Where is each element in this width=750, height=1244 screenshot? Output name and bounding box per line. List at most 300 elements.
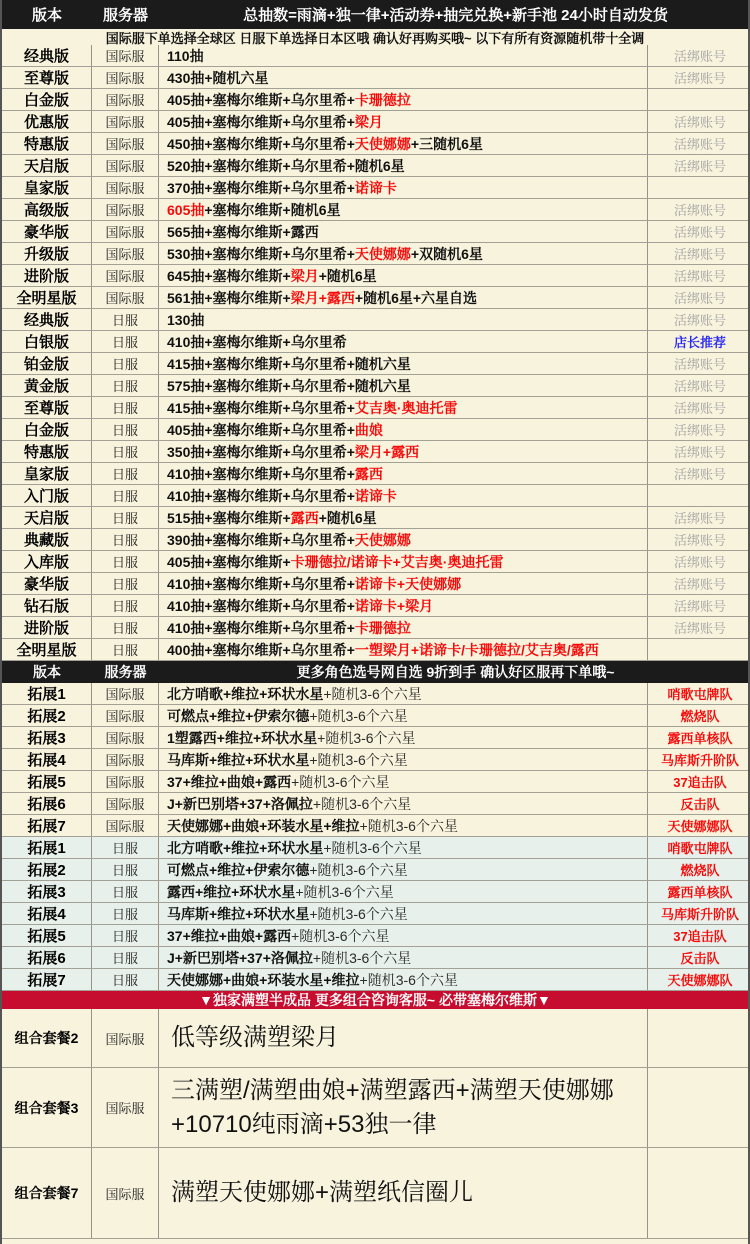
server-cell: 国际服	[92, 1068, 159, 1147]
table-row	[2, 419, 748, 441]
combo-content-cell: 三满塑/满塑曲娘+满塑露西+满塑天使娜娜+10710纯雨滴+53独一律	[159, 1068, 648, 1147]
content-cell	[159, 925, 648, 946]
version-cell: 特惠版	[2, 441, 92, 462]
content-cell	[159, 353, 648, 374]
content-text: 415抽+塞梅尔维斯+乌尔里希+随机六星	[167, 355, 411, 372]
tag-cell: 活绑账号	[673, 511, 726, 526]
content-text: +随机3-6个六星	[291, 927, 390, 944]
content-text: 520抽+塞梅尔维斯+乌尔里希+随机6星	[167, 157, 405, 174]
tag-cell: 反击队	[680, 797, 720, 812]
content-text: 37+维拉+曲娘+露西	[167, 773, 292, 790]
version-cell: 拓展4	[2, 749, 92, 770]
version-cell: 至尊版	[2, 397, 92, 418]
content-text: +三随机6星	[410, 135, 483, 152]
highlight-text: 天使娜娜	[354, 245, 411, 262]
content-text: 马库斯+维拉+环状水星	[167, 751, 310, 768]
tag-cell: 活绑账号	[673, 577, 726, 592]
content-text: J+新巴别塔+37+洛佩拉	[167, 949, 313, 966]
tag-cell: 活绑账号	[673, 291, 726, 306]
combo-label-cell: 组合套餐2	[2, 1009, 92, 1067]
version-cell: 白金版	[2, 419, 92, 440]
table-row	[2, 331, 748, 353]
version-cell: 进阶版	[2, 617, 92, 638]
tag-cell	[648, 89, 750, 110]
content-text: 405抽+塞梅尔维斯+	[167, 553, 291, 570]
version-cell: 白金版	[2, 89, 92, 110]
content-text: 515抽+塞梅尔维斯+	[167, 509, 291, 526]
content-cell	[159, 419, 648, 440]
content-text: 405抽+塞梅尔维斯+乌尔里希+	[167, 91, 355, 108]
server-cell: 日服	[92, 639, 159, 660]
table-row	[2, 243, 748, 265]
table-row	[2, 441, 748, 463]
tag-cell: 露西单核队	[667, 731, 733, 746]
tag-cell: 活绑账号	[673, 599, 726, 614]
highlight-text: 诺谛卡+天使娜娜	[354, 575, 462, 592]
server-cell: 日服	[92, 353, 159, 374]
promo-banner: ▼独家满塑半成品 更多组合咨询客服~ 必带塞梅尔维斯▼	[2, 991, 748, 1009]
tag-cell: 活绑账号	[673, 269, 726, 284]
table-row	[2, 617, 748, 639]
content-cell	[159, 199, 648, 220]
header-server-label: 服务器	[102, 7, 148, 24]
combo-table	[2, 1009, 748, 1239]
version-cell: 经典版	[2, 45, 92, 66]
content-cell	[159, 595, 648, 616]
combo-row	[2, 1009, 748, 1068]
content-text: +双随机6星	[410, 245, 483, 262]
server-cell: 国际服	[92, 45, 159, 66]
server-cell: 国际服	[92, 727, 159, 748]
highlight-text: 诺谛卡	[354, 179, 397, 196]
tag-cell: 反击队	[680, 951, 720, 966]
server-cell: 国际服	[92, 67, 159, 88]
content-text: 露西+维拉+环状水星	[167, 883, 296, 900]
content-text: 可燃点+维拉+伊索尔德	[167, 707, 310, 724]
highlight-text: 天使娜娜	[354, 531, 411, 548]
tag-cell: 活绑账号	[673, 423, 726, 438]
content-text: +随机6星	[318, 267, 377, 284]
content-cell	[159, 903, 648, 924]
server-cell: 国际服	[92, 111, 159, 132]
combo-label-cell: 组合套餐3	[2, 1068, 92, 1147]
tag-cell: 活绑账号	[673, 467, 726, 482]
server-cell: 日服	[92, 859, 159, 880]
content-cell	[159, 639, 648, 660]
version-cell: 特惠版	[2, 133, 92, 154]
version-cell: 典藏版	[2, 529, 92, 550]
content-text: +随机3-6个六星	[291, 773, 390, 790]
content-text: 400抽+塞梅尔维斯+乌尔里希+	[167, 641, 355, 658]
table-row	[2, 463, 748, 485]
server-cell: 国际服	[92, 771, 159, 792]
table-row	[2, 595, 748, 617]
content-text: 1塑露西+维拉+环状水星	[167, 729, 318, 746]
server-cell: 国际服	[92, 89, 159, 110]
content-cell	[159, 45, 648, 66]
tag-cell: 37追击队	[673, 929, 727, 944]
tag-cell: 活绑账号	[673, 115, 726, 130]
combo-content-cell: 满塑天使娜娜+满塑纸信圈儿	[159, 1148, 648, 1238]
content-text: 110抽	[167, 47, 204, 64]
table-row	[2, 837, 748, 859]
version-cell: 拓展5	[2, 925, 92, 946]
tag-cell: 活绑账号	[673, 137, 726, 152]
empty-cell	[648, 1009, 750, 1067]
header-version-label: 版本	[31, 7, 62, 24]
highlight-text: 一塑梁月+诺谛卡/卡珊德拉/艾吉奥/露西	[354, 641, 599, 658]
server-cell: 日服	[92, 881, 159, 902]
version-cell: 拓展6	[2, 947, 92, 968]
content-text: 565抽+塞梅尔维斯+露西	[167, 223, 319, 240]
highlight-text: 梁月+露西	[290, 289, 355, 306]
tag-cell: 活绑账号	[673, 357, 726, 372]
table-row	[2, 969, 748, 991]
content-text: 37+维拉+曲娘+露西	[167, 927, 292, 944]
server-cell: 国际服	[92, 683, 159, 704]
content-text: J+新巴别塔+37+洛佩拉	[167, 795, 313, 812]
version-cell: 拓展7	[2, 815, 92, 836]
content-text: 405抽+塞梅尔维斯+乌尔里希+	[167, 421, 355, 438]
server-cell: 国际服	[92, 1148, 159, 1238]
server-cell: 日服	[92, 485, 159, 506]
table-row	[2, 683, 748, 705]
table-row	[2, 221, 748, 243]
table-row	[2, 397, 748, 419]
server-cell: 日服	[92, 331, 159, 352]
version-cell: 拓展5	[2, 771, 92, 792]
tag-cell: 活绑账号	[673, 313, 726, 328]
content-cell	[159, 727, 648, 748]
tag-cell: 燃烧队	[680, 709, 720, 724]
content-text: 130抽	[167, 311, 205, 328]
version-cell: 豪华版	[2, 573, 92, 594]
tag-cell: 露西单核队	[667, 885, 733, 900]
server-cell: 国际服	[92, 265, 159, 286]
empty-cell	[648, 1148, 750, 1238]
content-cell	[159, 485, 648, 506]
content-text: +随机3-6个六星	[309, 751, 408, 768]
version-cell: 拓展6	[2, 793, 92, 814]
version-cell: 铂金版	[2, 353, 92, 374]
tag-cell: 活绑账号	[673, 203, 726, 218]
table-row	[2, 155, 748, 177]
table-row	[2, 793, 748, 815]
tag-cell: 活绑账号	[673, 445, 726, 460]
content-cell	[159, 441, 648, 462]
version-cell: 拓展1	[2, 837, 92, 858]
table-row	[2, 749, 748, 771]
content-cell	[159, 309, 648, 330]
table-row	[2, 111, 748, 133]
content-text: +随机3-6个六星	[312, 795, 412, 812]
table-row	[2, 309, 748, 331]
tag-cell	[648, 639, 750, 660]
tag-cell: 活绑账号	[673, 247, 726, 262]
content-text: 450抽+塞梅尔维斯+乌尔里希+	[167, 135, 355, 152]
content-text: 405抽+塞梅尔维斯+乌尔里希+	[167, 113, 355, 130]
content-cell	[159, 969, 648, 990]
tag-cell: 活绑账号	[673, 225, 726, 240]
highlight-text: 梁月	[290, 267, 319, 284]
tag-cell: 马库斯升阶队	[660, 907, 739, 922]
tag-cell: 活绑账号	[673, 621, 726, 636]
table-row	[2, 815, 748, 837]
empty-cell	[648, 1068, 750, 1147]
version-cell: 拓展3	[2, 727, 92, 748]
server-cell: 日服	[92, 969, 159, 990]
highlight-text: 艾吉奥·奥迪托雷	[354, 399, 458, 416]
tag-cell: 活绑账号	[673, 401, 726, 416]
highlight-text: 卡珊德拉	[354, 619, 411, 636]
tag-cell	[648, 177, 750, 198]
table-row	[2, 881, 748, 903]
table-row	[2, 903, 748, 925]
version-cell: 拓展7	[2, 969, 92, 990]
content-cell	[159, 573, 648, 594]
content-cell	[159, 177, 648, 198]
version-cell: 至尊版	[2, 67, 92, 88]
content-text: 530抽+塞梅尔维斯+乌尔里希+	[167, 245, 355, 262]
version-cell: 进阶版	[2, 265, 92, 286]
content-cell	[159, 881, 648, 902]
content-text: 390抽+塞梅尔维斯+乌尔里希+	[167, 531, 355, 548]
highlight-text: 诺谛卡	[354, 487, 397, 504]
content-text: 410抽+塞梅尔维斯+乌尔里希+	[167, 575, 355, 592]
version-cell: 优惠版	[2, 111, 92, 132]
tag-cell: 天使娜娜队	[667, 973, 733, 988]
server-cell: 国际服	[92, 221, 159, 242]
content-text: 天使娜娜+曲娘+环装水星+维拉	[167, 817, 360, 834]
content-text: 430抽+随机六星	[167, 69, 269, 86]
server-cell: 国际服	[92, 177, 159, 198]
header-version-label: 版本	[33, 664, 61, 680]
content-text: +随机3-6个六星	[323, 839, 422, 856]
server-cell: 日服	[92, 441, 159, 462]
version-cell: 钻石版	[2, 595, 92, 616]
version-cell: 白银版	[2, 331, 92, 352]
server-cell: 日服	[92, 375, 159, 396]
tag-cell: 哨歌屯牌队	[667, 687, 733, 702]
content-cell	[159, 507, 648, 528]
tag-cell: 哨歌屯牌队	[667, 841, 733, 856]
content-text: 575抽+塞梅尔维斯+乌尔里希+随机六星	[167, 377, 411, 394]
server-cell: 日服	[92, 529, 159, 550]
content-text: 370抽+塞梅尔维斯+乌尔里希+	[167, 179, 355, 196]
server-cell: 日服	[92, 551, 159, 572]
content-cell	[159, 749, 648, 770]
version-cell: 高级版	[2, 199, 92, 220]
server-cell: 日服	[92, 595, 159, 616]
server-cell: 国际服	[92, 705, 159, 726]
version-cell: 拓展1	[2, 683, 92, 704]
server-cell: 国际服	[92, 287, 159, 308]
version-cell: 经典版	[2, 309, 92, 330]
content-text: 天使娜娜+曲娘+环装水星+维拉	[167, 971, 360, 988]
table-row	[2, 529, 748, 551]
server-cell: 日服	[92, 463, 159, 484]
content-cell	[159, 155, 648, 176]
content-cell	[159, 705, 648, 726]
content-text: +随机3-6个六星	[312, 949, 412, 966]
content-text: 北方哨歌+维拉+环状水星	[167, 839, 324, 856]
server-cell: 日服	[92, 925, 159, 946]
content-text: 可燃点+维拉+伊索尔德	[167, 861, 310, 878]
content-cell	[159, 617, 648, 638]
content-cell	[159, 331, 648, 352]
content-text: +随机3-6个六星	[309, 861, 408, 878]
server-cell: 国际服	[92, 793, 159, 814]
content-text: +随机3-6个六星	[295, 883, 394, 900]
combo-row	[2, 1148, 748, 1239]
highlight-text: 梁月	[354, 113, 383, 130]
table-row	[2, 375, 748, 397]
content-text: +随机3-6个六星	[323, 685, 422, 702]
highlight-text: 梁月+露西	[354, 443, 420, 460]
tag-cell: 活绑账号	[673, 71, 726, 86]
tag-cell: 天使娜娜队	[667, 819, 733, 834]
content-cell	[159, 815, 648, 836]
table-row	[2, 265, 748, 287]
table-row	[2, 45, 748, 67]
content-cell	[159, 947, 648, 968]
content-cell	[159, 265, 648, 286]
content-text: 410抽+塞梅尔维斯+乌尔里希+	[167, 465, 355, 482]
combo-content-cell: 低等级满塑梁月	[159, 1009, 648, 1067]
version-cell: 全明星版	[2, 639, 92, 660]
server-cell: 日服	[92, 617, 159, 638]
content-text: 410抽+塞梅尔维斯+乌尔里希+	[167, 597, 355, 614]
content-text: 645抽+塞梅尔维斯+	[167, 267, 291, 284]
content-cell	[159, 243, 648, 264]
tag-cell: 活绑账号	[673, 49, 726, 64]
content-text: 350抽+塞梅尔维斯+乌尔里希+	[167, 443, 355, 460]
highlight-text: 露西	[290, 509, 319, 526]
content-cell	[159, 221, 648, 242]
table-row	[2, 639, 748, 661]
table-row	[2, 551, 748, 573]
table-row	[2, 199, 748, 221]
highlight-text: 卡珊德拉	[354, 91, 411, 108]
header-main-title: 总抽数=雨滴+独一律+活动券+抽完兑换+新手池 24小时自动发货	[243, 7, 668, 24]
content-text: 410抽+塞梅尔维斯+乌尔里希+	[167, 619, 355, 636]
table-row	[2, 859, 748, 881]
tag-cell: 活绑账号	[673, 533, 726, 548]
table-row	[2, 771, 748, 793]
content-text: +塞梅尔维斯+随机6星	[204, 201, 341, 218]
content-cell	[159, 111, 648, 132]
highlight-text: 天使娜娜	[354, 135, 411, 152]
table-row	[2, 485, 748, 507]
table-row	[2, 947, 748, 969]
server-cell: 日服	[92, 947, 159, 968]
server-cell: 国际服	[92, 1009, 159, 1067]
table-row	[2, 89, 748, 111]
table-header-top	[2, 0, 748, 29]
content-cell	[159, 837, 648, 858]
version-cell: 升级版	[2, 243, 92, 264]
content-cell	[159, 463, 648, 484]
tag-cell: 活绑账号	[673, 555, 726, 570]
highlight-text: 曲娘	[354, 421, 383, 438]
content-cell	[159, 793, 648, 814]
content-text: +随机3-6个六星	[359, 817, 458, 834]
table-row	[2, 287, 748, 309]
content-cell	[159, 397, 648, 418]
version-cell: 拓展3	[2, 881, 92, 902]
content-text: 马库斯+维拉+环状水星	[167, 905, 310, 922]
content-cell	[159, 551, 648, 572]
content-text: 410抽+塞梅尔维斯+乌尔里希	[167, 333, 347, 350]
server-cell: 日服	[92, 397, 159, 418]
content-text: +随机6星	[318, 509, 377, 526]
content-text: +随机6星+六星自选	[354, 289, 478, 306]
version-cell: 入门版	[2, 485, 92, 506]
server-cell: 日服	[92, 903, 159, 924]
server-cell: 国际服	[92, 133, 159, 154]
content-cell	[159, 771, 648, 792]
version-cell: 拓展4	[2, 903, 92, 924]
server-cell: 国际服	[92, 155, 159, 176]
content-text: +随机3-6个六星	[309, 905, 408, 922]
table-row	[2, 507, 748, 529]
package-table	[2, 45, 748, 661]
tag-cell: 活绑账号	[673, 159, 726, 174]
header-server-label: 服务器	[104, 664, 147, 680]
purchase-notice: 国际服下单选择全球区 日服下单选择日本区哦 确认好再购买哦~ 以下有所有资源随机带十全调	[2, 29, 748, 45]
version-cell: 全明星版	[2, 287, 92, 308]
content-cell	[159, 683, 648, 704]
expansion-table	[2, 683, 748, 991]
highlight-text: 诺谛卡+梁月	[354, 597, 434, 614]
table-row	[2, 67, 748, 89]
combo-label-cell: 组合套餐7	[2, 1148, 92, 1238]
version-cell: 皇家版	[2, 177, 92, 198]
content-text: 561抽+塞梅尔维斯+	[167, 289, 291, 306]
server-cell: 国际服	[92, 815, 159, 836]
version-cell: 天启版	[2, 155, 92, 176]
version-cell: 入库版	[2, 551, 92, 572]
table-row	[2, 133, 748, 155]
content-text: +随机3-6个六星	[359, 971, 458, 988]
tag-cell	[648, 485, 750, 506]
highlight-text: 卡珊德拉/诺谛卡+艾吉奥·奥迪托雷	[290, 553, 504, 570]
tag-cell: 活绑账号	[673, 379, 726, 394]
table-header-mid	[2, 661, 748, 683]
highlight-text: 605抽	[167, 201, 205, 218]
server-cell: 国际服	[92, 199, 159, 220]
version-cell: 黄金版	[2, 375, 92, 396]
content-cell	[159, 529, 648, 550]
highlight-text: 露西	[354, 465, 383, 482]
content-cell	[159, 89, 648, 110]
content-text: 410抽+塞梅尔维斯+乌尔里希+	[167, 487, 355, 504]
content-cell	[159, 859, 648, 880]
content-cell	[159, 133, 648, 154]
version-cell: 天启版	[2, 507, 92, 528]
content-text: +随机3-6个六星	[309, 707, 408, 724]
tag-cell: 马库斯升阶队	[660, 753, 739, 768]
tag-cell: 燃烧队	[680, 863, 720, 878]
table-row	[2, 573, 748, 595]
combo-row	[2, 1068, 748, 1148]
server-cell: 国际服	[92, 243, 159, 264]
version-cell: 拓展2	[2, 859, 92, 880]
server-cell: 国际服	[92, 749, 159, 770]
table-row	[2, 727, 748, 749]
table-row	[2, 705, 748, 727]
content-cell	[159, 375, 648, 396]
